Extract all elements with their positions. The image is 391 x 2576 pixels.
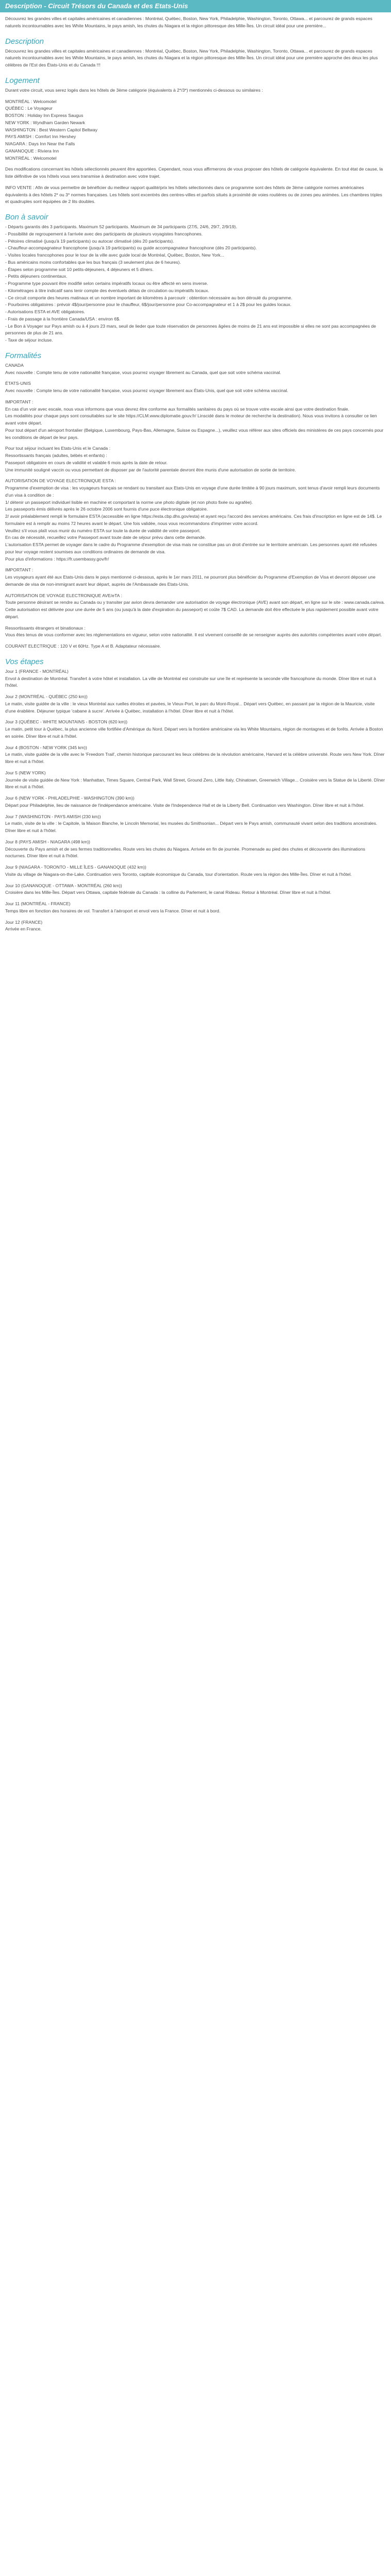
description-heading: Description <box>5 37 44 46</box>
day-block <box>5 770 386 791</box>
formalites-canada-text: Avec nouvelle : Compte tenu de votre nationalité française, vous pourrez voyager librement au Canada, quel que soit votre schéma vaccinal. <box>5 369 281 375</box>
bon-a-savoir-item: - Kilométrages à titre indicatif sans tenir compte des éventuels délais de circulation ou impératifs locaux. <box>5 287 209 293</box>
day-title: Jour 7 (WASHINGTON - PAYS AMISH (230 km)) <box>5 814 101 819</box>
hotel-item: PAYS AMISH : Comfort Inn Hershey <box>5 134 76 140</box>
day-title: Jour 12 (FRANCE) <box>5 919 43 925</box>
hotel-item: MONTRÉAL : Welcomotel <box>5 155 57 161</box>
hotel-item: MONTRÉAL : Welcomotel <box>5 98 57 104</box>
day-text: Croisière dans les Mille-Îles. Départ vers Ottawa, capitale fédérale du Canada : la colline du Parlement, le canal Rideau. Retour à Montréal. Dîner libre et nuit à l'hôtel. <box>5 890 332 895</box>
day-block <box>5 693 386 715</box>
day-text: Visite du village de Niagara-on-the-Lake. Continuation vers Toronto, capitale économique du Canada, tour d'orientation. Route vers la région des Mille-Îles. Dîner et nuit à l'hôtel. <box>5 871 352 877</box>
bon-a-savoir-item: - Bus américains moins confortables que les bus français (3 seulement plus de 6 heures). <box>5 259 181 265</box>
day-block <box>5 795 386 809</box>
bon-a-savoir-item: - Programme type pouvant être modifié selon certains impératifs locaux ou être affecté en sens inverse. <box>5 281 208 286</box>
day-block <box>5 744 386 766</box>
formalites-usa-text: Avec nouvelle : Compte tenu de votre nationalité française, vous pourrez voyager librement aux États-Unis, quel que soit votre schéma vaccinal. <box>5 388 288 393</box>
bon-a-savoir-item: - Le Bon à Voyager sur Pays amish ou à 4 jours 23 mars, seuil de lieder que toute réservation de personnes âgées de moins de 21 ans est impossible si elles ne sont pas accompagnées de personnes de plus de 21 ans. <box>5 323 376 336</box>
formalites-important2-title: IMPORTANT : <box>5 567 34 573</box>
bon-a-savoir-item: - Possibilité de regroupement à l'arrivée avec des participants de plusieurs voyagistes francophones. <box>5 231 203 236</box>
day-block <box>5 883 386 897</box>
page-title: Description - Circuit Trésors du Canada et des Etats-Unis <box>0 0 391 12</box>
day-text: Le matin, petit tour à Québec, la plus ancienne ville fortifiée d'Amérique du Nord. Départ vers la frontière américaine via les White Mountains, région de montagnes et de forêts. Arrivée à Boston en soirée. Dîner libre et nuit à l'hôtel. <box>5 726 383 739</box>
day-text: Temps libre en fonction des horaires de vol. Transfert à l'aéroport et envol vers la France. Dîner et nuit à bord. <box>5 908 221 913</box>
bon-a-savoir-list <box>5 224 386 344</box>
page <box>0 0 391 947</box>
bon-a-savoir-item: - Ce circuit comporte des heures matinaux et un nombre important de kilomètres à parcourir : obtention nécessaire au bon déroulé du programme. <box>5 295 292 300</box>
esta-text: Programme d'exemption de visa : les voyageurs français se rendant ou transitant aux Etats-Unis en voyage d'une durée limitée à 90 jours maximum, sont tenus d'avoir rempli leurs documents d'un visa à condition de : 1/ détenir un passeport individuel lisible en machine et comportant la norme une photo digitale (et non photo fixée ou agrafée). Les passeports émis délivrés après le 26 octobre 2006 sont fournis d'une puce électronique obligatoire. 2/ avoir préalablement rempli le formulaire ESTA (accessible en ligne https://esta.cbp.dhs.gov/esta) et ayant reçu l'accord des services américains. Ces frais d'inscription en ligne est de 14$. Le formulaire est à remplir au moins 72 heures avant le départ. Une fois validée, nous vous recommandons d'imprimer votre accord. Veuillez s'il vous plaît vous munir du numéro ESTA sur toute la durée de validité de votre passeport. En cas de nécessité, recueillez votre Passeport avant toute date de séjour prévu dans cette demande. L'autorisation ESTA permet de voyager dans le cadre du Programme d'exemption de visa mais ne constitue pas un droit d'entrée sur le territoire américain. Les personnes ayant été refusées pour leur voyage restent soumises aux conditions ordinaires de demande de visa. Pour plus d'informations : https://fr.usembassy.gov/fr/ <box>5 485 382 562</box>
day-block <box>5 839 386 860</box>
bon-a-savoir-item: - Frais de passage à la frontière Canada/USA : environ 6$. <box>5 316 121 321</box>
day-text: Découverte du Pays amish et de ses fermes traditionnelles. Route vers les chutes du Niagara. Arrivée en fin de journée. Promenade au pied des chutes et découverte des illuminations nocturnes. Dîner libre et nuit à l'hôtel. <box>5 846 365 859</box>
day-block <box>5 814 386 835</box>
day-title: Jour 2 (MONTRÉAL - QUÉBEC (250 km)) <box>5 694 88 699</box>
formalites-canada-title: CANADA <box>5 362 24 368</box>
day-text: Le matin, visite de la ville : le Capitole, la Maison Blanche, le Lincoln Memorial, les musées du Smithsonian... Départ vers le Pays amish, communauté vivant selon des traditions ancestrales. Dîner libre et nuit à l'hôtel. <box>5 821 378 833</box>
eta-text: Toute personne désirant se rendre au Canada ou y transiter par avion devra demander une autorisation de voyage électronique (AVE) avant son départ, en ligne sur le site : www.canada.ca/eva. Cette autorisation est délivrée pour une durée de 5 ans (ou jusqu'à la date d'expiration du passeport) et coûte 7$ CAD. La demande doit être effectuée le plus rapidement possible avant votre départ. <box>5 600 385 619</box>
hotel-item: BOSTON : Holiday Inn Express Saugus <box>5 113 84 118</box>
formalites-important-title: IMPORTANT : <box>5 399 34 404</box>
formalites-important-text: En cas d'un voir avec escale, nous vous informons que vous devrez être conforme aux formalités sanitaires du pays où se trouve votre escale ainsi que votre destination finale. Les modalités pour chaque pays sont consultables sur le site https://CLM.www.diplomatie.gouv.fr/ Linscidé dans le moteur de recherche la destination). Nous vous invitons à consulter ce lien avant votre départ. Pour tout départ d'un aéroport frontalier (Belgique, Luxembourg, Pays-Bas, Allemagne, Suisse ou Espagne...), veuillez vous référer aux sites officiels des ministères de ces pays concernés pour les conditions de départ de leur pays. <box>5 406 384 440</box>
day-text: Envol à destination de Montréal. Transfert à votre hôtel et installation. La ville de Montréal est construite sur une île et représente la seconde ville francophone du monde. Dîner libre et nuit à l'hôtel. <box>5 675 376 688</box>
day-text: Le matin, visite guidée de la ville avec le 'Freedom Trail', chemin historique parcourant les lieux célèbres de la révolution américaine, Harvard et la célèbre université. Route vers New York. Dîner libre et nuit à l'hôtel. <box>5 752 385 764</box>
formalites-important2-text: Les voyageurs ayant été aux Etats-Unis dans le pays mentionné ci-dessous, après le 1er mars 2011, ne pourront plus bénéficier du Programme d'Exemption de Visa et devront déposer une demande de visa de non-immigrant avant leur départ, auprès de l'Ambassade des Etats-Unis. <box>5 574 376 587</box>
formalites-heading: Formalités <box>5 351 42 360</box>
formalites-info-text: Ressortissants français (adultes, bébés et enfants) : Passeport obligatoire en cours de validité et valable 6 mois après la date de retour. Une immunité souligné vaccin ou vous permettant de disposer par de l'autorité parentale devront être munis d'une autorisation de sortie de territoire. <box>5 453 296 472</box>
day-title: Jour 4 (BOSTON - NEW YORK (345 km)) <box>5 744 87 750</box>
logement-heading: Logement <box>5 76 40 85</box>
bon-a-savoir-item: - Étapes selon programme soit 10 petits-déjeuners, 4 déjeuners et 5 dîners. <box>5 266 154 272</box>
courant-electrique: COURANT ELECTRIQUE : 120 V et 60Hz. Type A et B. Adaptateur nécessaire. <box>5 643 161 649</box>
day-block <box>5 919 386 934</box>
intro-text: Découvrez les grandes villes et capitales américaines et canadiennes : Montréal, Québec, Boston, New York, Philadelphie, Washington, Toronto, Ottawa... et parcourez de grands espaces naturels incontournables avec les White Mountains, le pays amish, les chutes du Niagara et la région pittoresque des Mille-Îles. Un circuit idéal pour une première... <box>5 16 372 28</box>
day-title: Jour 6 (NEW YORK - PHILADELPHIE - WASHINGTON (390 km)) <box>5 795 135 801</box>
day-title: Jour 1 (FRANCE - MONTRÉAL) <box>5 668 69 674</box>
day-title: Jour 8 (PAYS AMISH - NIAGARA (498 km)) <box>5 839 90 844</box>
day-text: Le matin, visite guidée de la ville : le vieux Montréal aux ruelles étroites et pavées, le Vieux-Port, le parc du Mont-Royal... Départ vers Québec, en passant par la région de la Mauricie, visite d'une érablière. Déjeuner typique 'cabane à sucre'. Arrivée à Québec, installation à l'hôtel. Dîner libre et nuit à l'hôtel. <box>5 701 375 714</box>
day-title: Jour 9 (NIAGARA - TORONTO - MILLE ÎLES - GANANOQUE (432 km)) <box>5 865 146 870</box>
hotel-list <box>5 98 386 162</box>
day-block <box>5 719 386 740</box>
bon-a-savoir-item: - Taxe de séjour incluse. <box>5 337 53 343</box>
etapes-heading: Vos étapes <box>5 657 44 666</box>
eta-title: AUTORISATION DE VOYAGE ELECTRONIQUE AVE/eTA : <box>5 592 122 598</box>
hotel-item: NEW YORK : Wyndham Garden Newark <box>5 120 85 125</box>
bon-a-savoir-heading: Bon à savoir <box>5 213 48 222</box>
hotel-item: WASHINGTON : Best Western Capitol Beltway <box>5 127 97 132</box>
day-title: Jour 3 (QUÉBEC - WHITE MOUNTAINS - BOSTON (620 km)) <box>5 719 127 725</box>
day-block <box>5 901 386 915</box>
ressortissants-text: Vous êtes tenus de vous conformer avec les réglementations en vigueur, selon votre nationalité. Il est vivement conseillé de se renseigner auprès des autorités compétentes avant votre départ. <box>5 632 382 638</box>
description-text: Découvrez les grandes villes et capitales américaines et canadiennes : Montréal, Québec, Boston, New York, Philadelphie, Washington, Toronto, Ottawa... et parcourez de grands espaces naturels incontournables avec les White Mountains, le pays amish, les chutes du Niagara et la région pittoresque des Mille-Îles. Un circuit idéal pour une première approche des deux les plus célèbres de l'Est des États-Unis et du Canada !!! <box>5 48 378 67</box>
day-title: Jour 5 (NEW YORK) <box>5 770 46 775</box>
logement-intro: Durant votre circuit, vous serez logés dans les hôtels de 3ème catégorie (équivalents à 2*/3*) mentionnés ci-dessous ou similaires : <box>5 87 263 93</box>
day-text: Journée de visite guidée de New York : Manhattan, Times Square, Central Park, Wall Street, Ground Zero, Little Italy, Chinatown, Greenwich Village... Croisière vers la Statue de la Liberté. Dîner libre et nuit à l'hôtel. <box>5 777 385 790</box>
day-title: Jour 10 (GANANOQUE - OTTAWA - MONTRÉAL (260 km)) <box>5 883 122 888</box>
bon-a-savoir-item: - Départs garantis dès 3 participants. Maximum 52 participants. Maximum de 34 participants (27/5, 24/6, 29/7, 2/9/19). <box>5 224 237 229</box>
formalites-usa-title: ÉTATS-UNIS <box>5 381 31 386</box>
day-text: Arrivée en France. <box>5 926 42 932</box>
hotel-item: GANANOQUE : Riviera Inn <box>5 148 59 154</box>
etapes-list <box>5 668 386 933</box>
ressortissants-title: Ressortissants étrangers et binationaux : <box>5 625 86 631</box>
esta-title: AUTORISATION DE VOYAGE ELECTRONIQUE ESTA : <box>5 478 116 484</box>
bon-a-savoir-item: - Pourboires obligatoires : prévoir 4$/jour/personne pour le chauffeur, 6$/jour/personne pour Co-accompagnateur et 1 à 2$ pour les guides locaux. <box>5 302 291 308</box>
logement-info-vente: INFO VENTE : Afin de vous permettre de bénéficier du meilleur rapport qualité/prix les hôtels sélectionnés dans ce programme sont des hôtels de 3ème catégorie normes américaines équivalents à des hôtels 2* ou 3* normes françaises. Les hôtels sont excentrés des centres-villes et parfois situés à proximité de voies routières ou de zones peu animées. Les chambres triples et quadruples sont équipées de 2 lits doubles. <box>5 184 382 205</box>
hotel-item: NIAGARA : Days Inn Near the Falls <box>5 141 75 146</box>
day-block <box>5 864 386 878</box>
day-block <box>5 668 386 689</box>
day-text: Départ pour Philadelphie, lieu de naissance de l'indépendance américaine. Visite de l'Independence Hall et de la Liberty Bell. Continuation vers Washington. Dîner libre et nuit à l'hôtel. <box>5 802 365 808</box>
bon-a-savoir-item: - Autorisations ESTA et AVE obligatoires. <box>5 309 85 314</box>
formalites-info-title: Pour tout séjour incluant les Etats-Unis et le Canada : <box>5 446 110 451</box>
bon-a-savoir-item: - Pétoires climatisé (jusqu'à 19 participants) ou autocar climatisé (dès 20 participants). <box>5 238 174 244</box>
bon-a-savoir-item: - Petits déjeuners continentaux. <box>5 274 68 279</box>
bon-a-savoir-item: - Visites locales francophones pour le tour de la ville avec guide local de Montréal, Québec, Boston, New York... <box>5 252 224 258</box>
hotel-item: QUÉBEC : Le Voyageur <box>5 106 53 111</box>
content <box>0 12 391 933</box>
logement-note: Des modifications concernant les hôtels sélectionnés peuvent être apportées. Cependant, nous vous affirmerons de vous proposer des hôtels de catégorie équivalente. En tout état de cause, la liste définitive de vos hôtels vous sera transmise à destination avec votre trajet. <box>5 166 383 179</box>
day-title: Jour 11 (MONTRÉAL - FRANCE) <box>5 901 71 906</box>
bon-a-savoir-item: - Chauffeur-accompagnateur francophone (jusqu'à 19 participants) ou guide accompagnateur francophone (dès 20 participants). <box>5 245 257 251</box>
